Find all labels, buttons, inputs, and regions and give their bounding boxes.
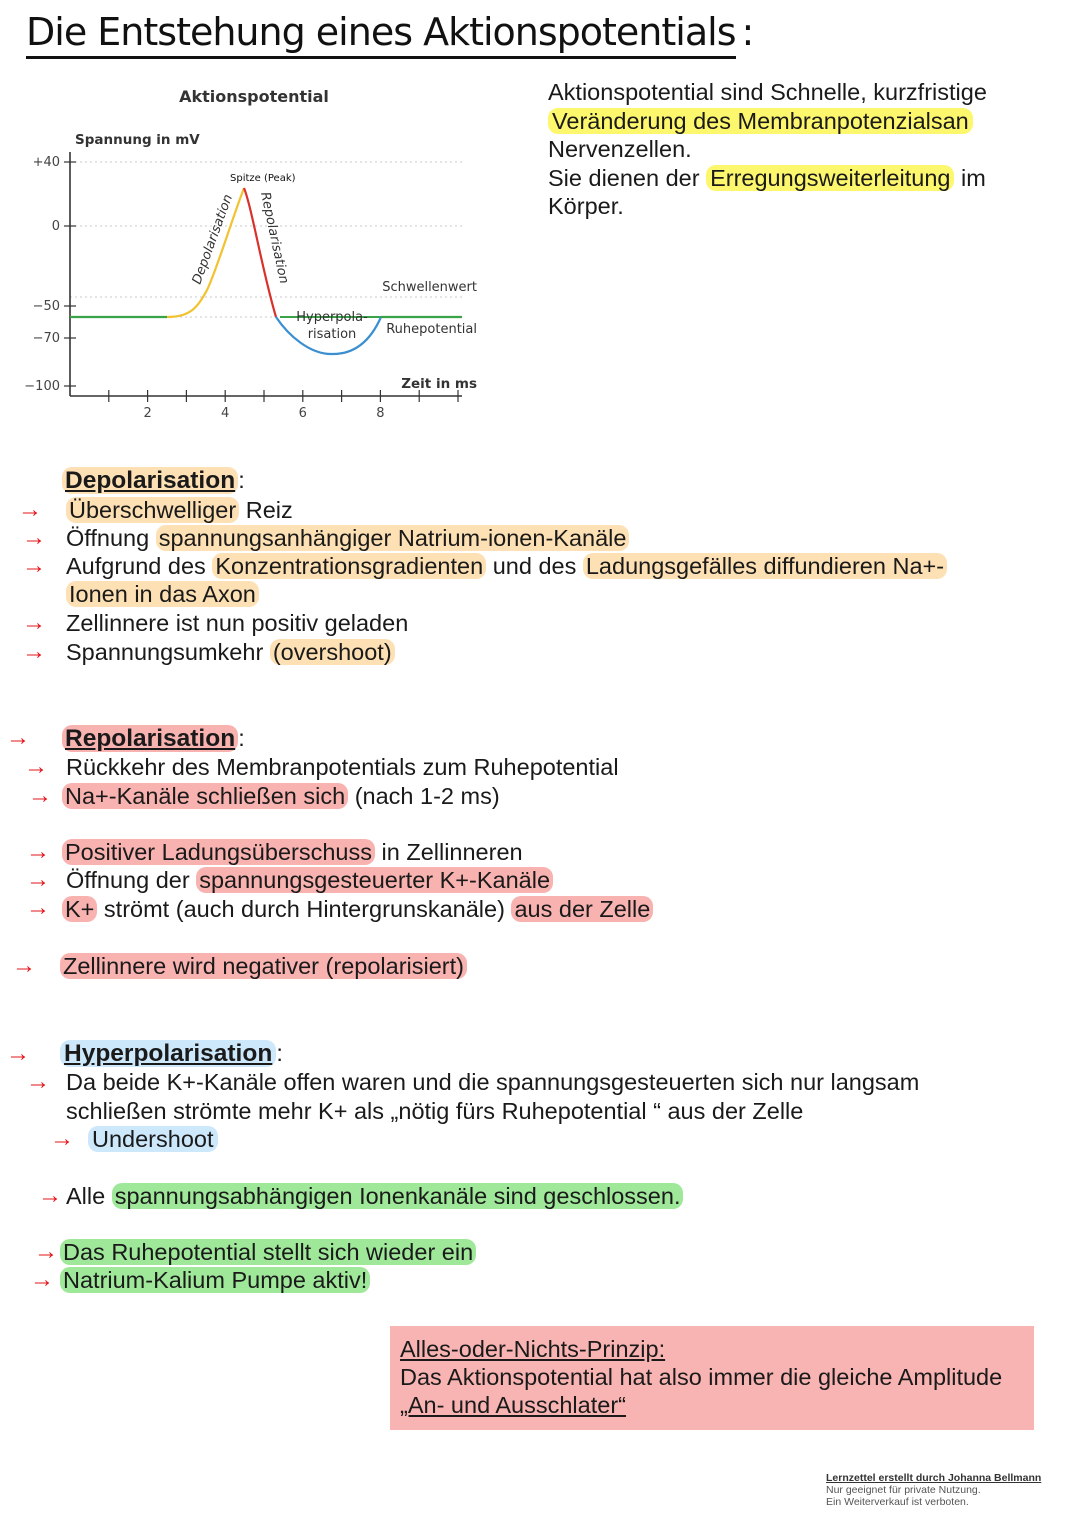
arrow-icon: → — [50, 1125, 74, 1152]
x-tick-label: 2 — [143, 406, 152, 421]
chart-title: Aktionspotential — [179, 87, 329, 106]
x-axis-label: Zeit in ms — [401, 376, 477, 392]
x-tick-label: 8 — [376, 406, 385, 421]
arrow-icon: → — [26, 838, 50, 865]
y-tick-label: −50 — [32, 299, 60, 314]
list-item: Aufgrund des Konzentrationsgradienten und des Ladungsgefälles diffundieren Na+- — [66, 552, 947, 580]
footer-line: Lernzettel erstellt durch Johanna Bellmann — [826, 1472, 1042, 1484]
box-title: Alles-oder-Nichts-Prinzip: — [400, 1336, 666, 1362]
list-item: Öffnung der spannungsgesteuerter K+-Kanäle — [66, 866, 553, 894]
repolarisation-label: Repolarisation — [257, 190, 292, 286]
y-tick-label: 0 — [51, 219, 60, 234]
peak-label: Spitze (Peak) — [230, 173, 296, 184]
list-item: Öffnung spannungsanhängiger Natrium-ionen-Kanäle — [66, 524, 629, 552]
arrow-icon: → — [22, 552, 46, 579]
footer-line: Ein Weiterverkauf ist verboten. — [826, 1496, 969, 1508]
arrow-icon: → — [26, 866, 50, 893]
footer-line: Nur geeignet für private Nutzung. — [826, 1484, 981, 1496]
list-item: Zellinnere wird negativer (repolarisiert) — [60, 952, 467, 980]
intro-text: Aktionspotential sind Schnelle, kurzfristige Veränderung des Membranpotenzialsan Nervenzellen. Sie dienen der Erregungsweiterleitung im Körper. — [548, 78, 1048, 221]
list-item: Das Ruhepotential stellt sich wieder ein — [60, 1238, 476, 1266]
arrow-icon: → — [6, 1040, 30, 1067]
y-tick-label: −70 — [32, 331, 60, 346]
arrow-icon: → — [28, 782, 52, 809]
arrow-icon: → — [6, 724, 30, 751]
y-axis-label: Spannung in mV — [75, 132, 200, 148]
repolarisation-heading: Repolarisation : — [62, 724, 245, 753]
intro-line: Körper. — [548, 193, 624, 219]
threshold-label: Schwellenwert — [382, 280, 477, 295]
rest-label: Ruhepotential — [386, 322, 477, 337]
principle-box — [390, 1326, 1034, 1430]
list-item: Na+-Kanäle schließen sich (nach 1-2 ms) — [62, 782, 500, 810]
arrow-icon: → — [12, 952, 36, 979]
arrow-icon: → — [30, 1266, 54, 1293]
highlight: Erregungsweiterleitung — [706, 165, 954, 191]
list-item: K+ strömt (auch durch Hintergrunskanäle) aus der Zelle — [62, 895, 653, 923]
arrow-icon: → — [22, 609, 46, 636]
list-item: Natrium-Kalium Pumpe aktiv! — [60, 1266, 370, 1294]
hyperpolarisation-label-1: Hyperpola- — [296, 310, 368, 325]
arrow-icon: → — [34, 1238, 58, 1265]
list-item: Zellinnere ist nun positiv geladen — [66, 610, 409, 636]
x-tick-label: 6 — [298, 406, 307, 421]
arrow-icon: → — [26, 1068, 50, 1095]
highlight: Veränderung des Membranpotenzialsan — [548, 108, 973, 134]
list-item: Rückkehr des Membranpotentials zum Ruhepotential — [66, 754, 619, 780]
box-line: „An- und Ausschlater“ — [400, 1392, 626, 1418]
list-item-continued: Ionen in das Axon — [66, 580, 259, 608]
hyperpolarisation-label-2: risation — [307, 327, 357, 342]
arrow-icon: → — [18, 496, 42, 523]
y-tick-label: +40 — [32, 155, 60, 170]
list-item: Spannungsumkehr (overshoot) — [66, 638, 395, 666]
list-item: Überschwelliger Reiz — [66, 496, 293, 524]
list-item: Positiver Ladungsüberschuss in Zellinneren — [62, 838, 523, 866]
list-item: Alle spannungsabhängigen Ionenkanäle sind geschlossen. — [66, 1182, 683, 1210]
arrow-icon: → — [22, 524, 46, 551]
arrow-icon: → — [38, 1182, 62, 1209]
footer — [826, 1472, 1041, 1508]
y-tick-label: −100 — [24, 379, 60, 394]
box-line: Das Aktionspotential hat also immer die gleiche Amplitude — [400, 1364, 1003, 1390]
arrow-icon: → — [22, 638, 46, 665]
x-tick-label: 4 — [221, 406, 230, 421]
list-item: Da beide K+-Kanäle offen waren und die spannungsgesteuerten sich nur langsam — [66, 1069, 920, 1095]
hyperpolarisation-heading: Hyperpolarisation : — [60, 1039, 283, 1068]
action-potential-chart — [20, 80, 500, 430]
depolarisation-label: Depolarisation — [189, 192, 237, 287]
list-item-continued: schließen strömte mehr K+ als „nötig fürs Ruhepotential “ aus der Zelle — [66, 1098, 804, 1124]
arrow-icon: → — [26, 894, 50, 921]
intro-line: Nervenzellen. — [548, 136, 692, 162]
arrow-icon: → — [24, 753, 48, 780]
intro-line: Aktionspotential sind Schnelle, kurzfristige — [548, 79, 987, 105]
depolarisation-heading: Depolarisation : — [62, 466, 245, 495]
page-title: Die Entstehung eines Aktionspotentials : — [26, 10, 753, 54]
list-item: Undershoot — [88, 1125, 218, 1153]
